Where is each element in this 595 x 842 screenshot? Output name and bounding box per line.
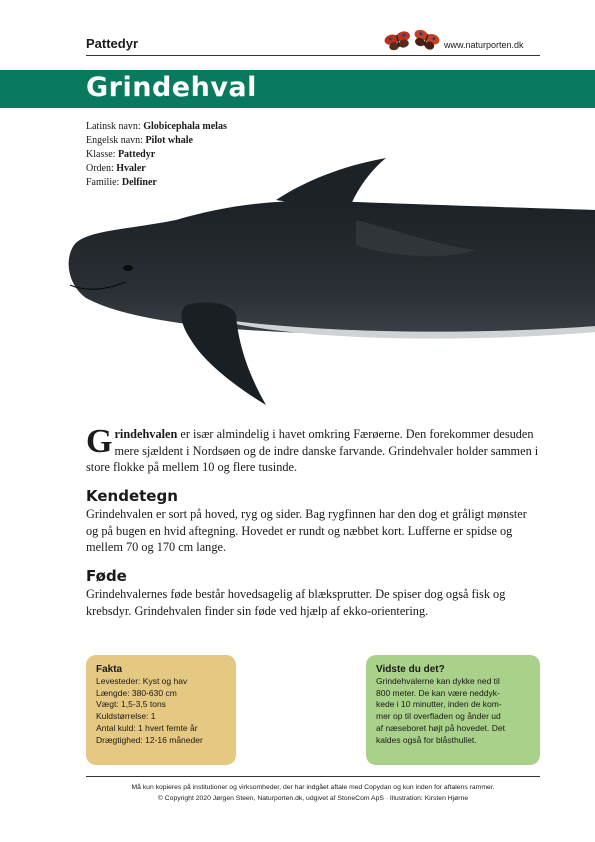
- fakta-line: Drægtighed: 12-16 måneder: [96, 734, 203, 745]
- section-heading-kendetegn: Kendetegn: [86, 487, 178, 505]
- foede-paragraph: Grindehvalernes føde består hovedsagelig af blæksprutter. De spiser dog også fisk og krebsdyr. Grindehvalen finder sin føde ved hjælp af ekko-orientering.: [86, 587, 506, 618]
- drop-cap: G: [86, 423, 113, 460]
- taxonomy-row: Latinsk navn: Globicephala melas: [86, 121, 227, 132]
- taxonomy-row: Klasse: Pattedyr: [86, 149, 156, 160]
- fakta-line: Vægt: 1,5-3,5 tons: [96, 699, 166, 710]
- vidste-line: mer op til overfladen og ånder ud: [376, 711, 501, 722]
- vidste-line: 800 meter. De kan være neddyk-: [376, 687, 500, 698]
- fakta-line: Levesteder: Kyst og hav: [96, 676, 188, 686]
- taxonomy-row: Engelsk navn: Pilot whale: [86, 135, 193, 146]
- pilot-whale-illustration: [56, 150, 595, 405]
- taxonomy-row: Orden: Hvaler: [86, 163, 146, 174]
- footer-copyright: © Copyright 2020 Jørgen Steen, Naturporten.dk, udgivet af StoneCom ApS · Illustration: Kirsten Hjørne: [157, 795, 469, 802]
- vidste-line: kaldes også for blåsthullet.: [376, 734, 477, 745]
- fakta-line: Antal kuld: 1 hvert femte år: [96, 722, 198, 733]
- vidste-line: Grindehvalerne kan dykke ned til: [376, 676, 500, 686]
- footer-divider: [86, 776, 540, 777]
- vidste-line: af næseboret højt på hovedet. Det: [376, 722, 505, 733]
- section-heading-foede: Føde: [86, 567, 127, 585]
- intro-text: er især almindelig i havet omkring Færøerne. Den forekommer desuden mere sjældent i Nordsøen og de indre danske farvande. Grindehvaler holder sammen i store flokke på mellem 10 og flere tusinde.: [86, 427, 539, 474]
- category-label: Pattedyr: [86, 36, 139, 51]
- taxonomy-row: Familie: Delfiner: [86, 177, 157, 188]
- fakta-line: Længde: 380-630 cm: [96, 687, 177, 698]
- intro-lead: rindehvalen: [114, 427, 178, 441]
- site-url: www.naturporten.dk: [444, 40, 524, 50]
- fakta-title: Fakta: [96, 664, 123, 675]
- intro-paragraph: [86, 423, 541, 476]
- butterfly-logo-icon: [384, 28, 444, 54]
- kendetegn-paragraph: Grindehvalen er sort på hoved, ryg og sider. Bag rygfinnen har den dog et gråligt mønster og på bugen en hvid aftegning. Hovedet er rundt og næbbet kort. Lufferne er spidse og mellem 70 og 170 cm lange.: [86, 507, 527, 554]
- vidste-box: [366, 655, 540, 765]
- page-title: Grindehval: [86, 72, 257, 103]
- vidste-title: Vidste du det?: [376, 664, 445, 675]
- header-divider: [86, 55, 540, 56]
- fakta-line: Kuldstørrelse: 1: [96, 711, 156, 722]
- footer-license: Må kun kopieres på institutioner og virksomheder, der har indgået aftale med Copydan og kun inden for aftalens rammer.: [131, 784, 495, 791]
- fakta-box: [86, 655, 236, 765]
- vidste-line: kede i 10 minutter, inden de kom-: [376, 699, 502, 710]
